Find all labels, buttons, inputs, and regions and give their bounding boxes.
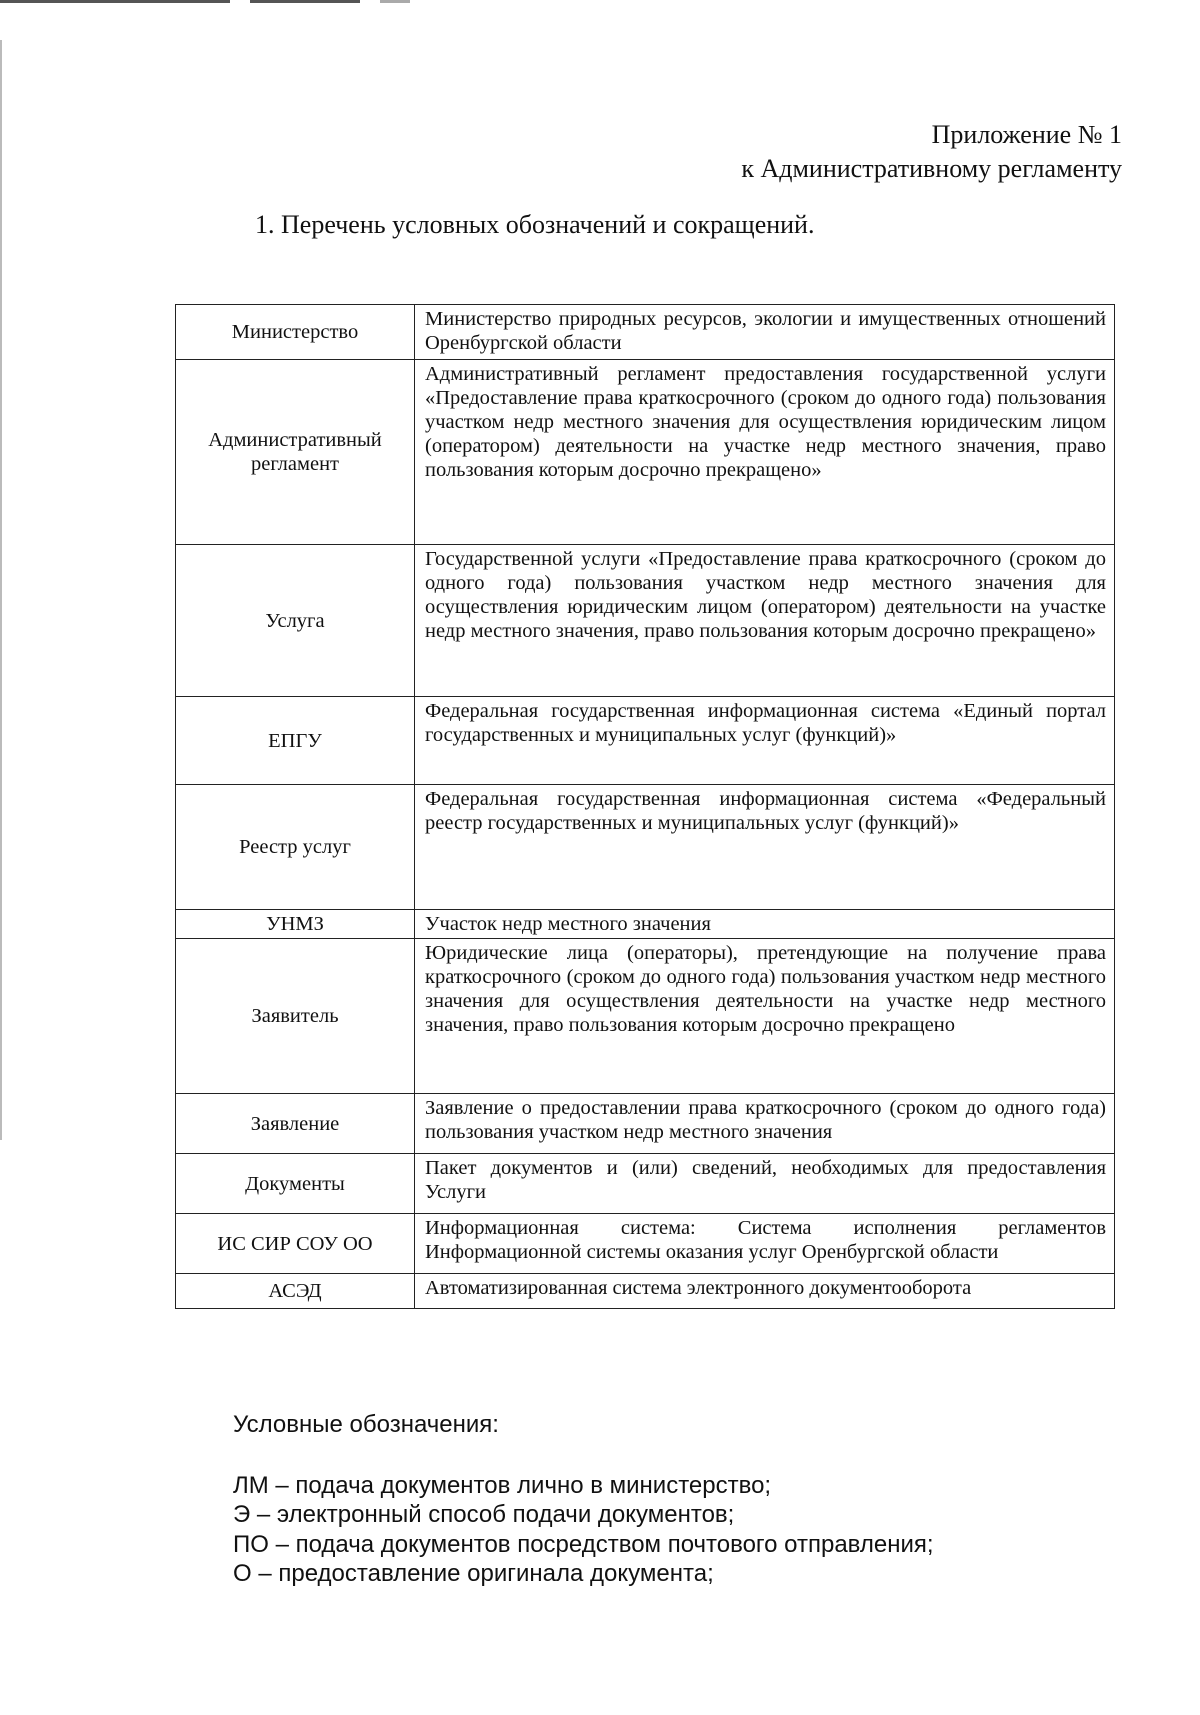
legend	[233, 1410, 934, 1589]
term-cell: ИС СИР СОУ ОО	[176, 1214, 415, 1274]
legend-item: О – предоставление оригинала документа;	[233, 1560, 714, 1587]
term-cell: Документы	[176, 1154, 415, 1214]
legend-title: Условные обозначения:	[233, 1411, 499, 1438]
scan-artifact-line	[380, 0, 410, 3]
definition-cell: Участок недр местного значения	[415, 910, 1115, 939]
definition-cell: Федеральная государственная информационная система «Единый портал государственных и муниципальных услуг (функций)»	[415, 697, 1115, 785]
term-cell: Заявитель	[176, 939, 415, 1094]
table-row	[176, 1154, 1115, 1214]
definition-cell: Государственной услуги «Предоставление права краткосрочного (сроком до одного года) пользования участком недр местного значения для осуществления юридическим лицом (оператором) деятельности на участке недр местного значения, право пользования которым досрочно прекращено»	[415, 545, 1115, 697]
definition-cell: Федеральная государственная информационная система «Федеральный реестр государственных и муниципальных услуг (функций)»	[415, 785, 1115, 910]
definition-cell: Министерство природных ресурсов, экологии и имущественных отношений Оренбургской области	[415, 305, 1115, 360]
table-row	[176, 1214, 1115, 1274]
definition-cell: Административный регламент предоставления государственной услуги «Предоставление права краткосрочного (сроком до одного года) пользования участком недр местного значения для осуществления юридическим лицом (оператором) деятельности на участке недр местного значения, право пользования которым досрочно прекращено»	[415, 360, 1115, 545]
appendix-label	[741, 118, 1122, 186]
term-cell: УНМЗ	[176, 910, 415, 939]
definition-cell: Пакет документов и (или) сведений, необходимых для предоставления Услуги	[415, 1154, 1115, 1214]
appendix-reference: к Административному регламенту	[741, 154, 1122, 183]
definition-cell: Информационная система: Система исполнения регламентов Информационной системы оказания услуг Оренбургской области	[415, 1214, 1115, 1274]
table-row	[176, 910, 1115, 939]
term-cell: Реестр услуг	[176, 785, 415, 910]
term-cell: ЕПГУ	[176, 697, 415, 785]
scan-artifact-line	[250, 0, 360, 3]
definition-cell: Автоматизированная система электронного документооборота	[415, 1274, 1115, 1309]
legend-item: ЛМ – подача документов лично в министерство;	[233, 1471, 772, 1499]
legend-item: ПО – подача документов посредством почтового отправления;	[233, 1530, 934, 1558]
table-row	[176, 939, 1115, 1094]
legend-item: Э – электронный способ подачи документов;	[233, 1501, 735, 1528]
table-row	[176, 785, 1115, 910]
scan-edge	[0, 40, 2, 1140]
abbreviations-table	[175, 304, 1115, 1309]
table-row	[176, 305, 1115, 360]
table-row	[176, 1094, 1115, 1154]
term-cell: Министерство	[176, 305, 415, 360]
definition-cell: Заявление о предоставлении права краткосрочного (сроком до одного года) пользования участком недр местного значения	[415, 1094, 1115, 1154]
table-row	[176, 697, 1115, 785]
appendix-number: Приложение № 1	[931, 120, 1122, 149]
table-row	[176, 1274, 1115, 1309]
scan-artifact-line	[0, 0, 230, 3]
table-row	[176, 545, 1115, 697]
section-heading: 1. Перечень условных обозначений и сокращений.	[255, 210, 815, 239]
term-cell: Административный регламент	[176, 360, 415, 545]
term-cell: АСЭД	[176, 1274, 415, 1309]
definition-cell: Юридические лица (операторы), претендующие на получение права краткосрочного (сроком до одного года) пользования участком недр местного значения для осуществления деятельности на участке недр местного значения, право пользования которым досрочно прекращено	[415, 939, 1115, 1094]
term-cell: Заявление	[176, 1094, 415, 1154]
table-row	[176, 360, 1115, 545]
term-cell: Услуга	[176, 545, 415, 697]
